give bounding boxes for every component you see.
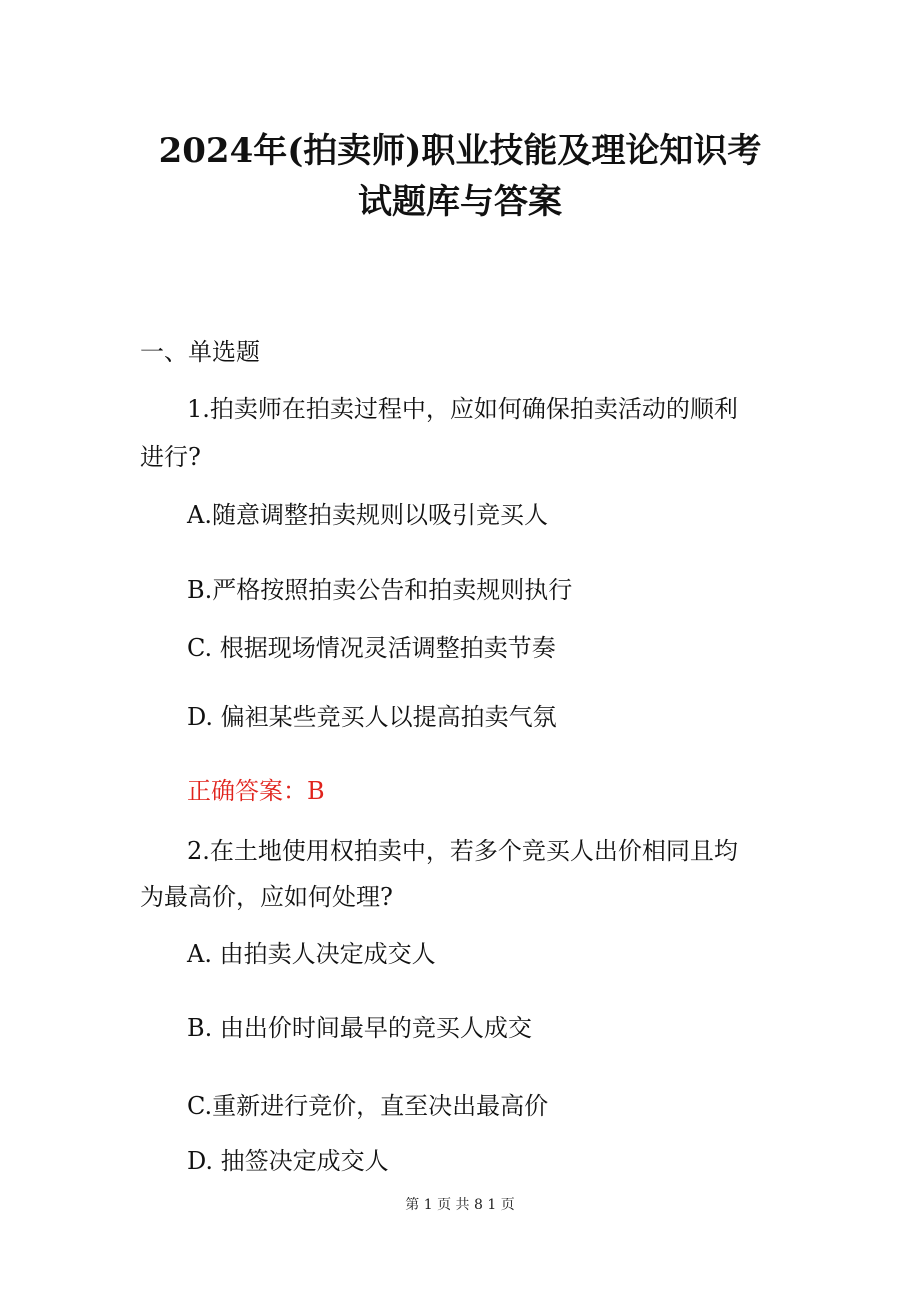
title-line-2: 试题库与答案 <box>358 182 562 222</box>
question-2-option-c: C.重新进行竞价，直至决出最高价 <box>187 1092 549 1120</box>
question-1-option-a: A.随意调整拍卖规则以吸引竞买人 <box>187 501 548 529</box>
page-footer: 第 1 页 共 8 1 页 <box>405 1197 515 1213</box>
section-heading: 一、单选题 <box>140 338 260 366</box>
question-1-answer: 正确答案：B <box>187 777 325 805</box>
question-1-option-d: D. 偏袒某些竞买人以提高拍卖气氛 <box>187 703 557 731</box>
question-1-option-c: C. 根据现场情况灵活调整拍卖节奏 <box>187 634 556 662</box>
question-2-option-b: B. 由出价时间最早的竞买人成交 <box>187 1014 532 1042</box>
question-2-option-d: D. 抽签决定成交人 <box>187 1147 389 1175</box>
question-2-option-a: A. 由拍卖人决定成交人 <box>187 940 436 968</box>
question-1-line-2: 进行? <box>140 443 201 471</box>
title-line-1: 2024年(拍卖师)职业技能及理论知识考 <box>158 131 762 171</box>
document-title <box>110 126 810 228</box>
question-2-line-1: 2.在土地使用权拍卖中，若多个竞买人出价相同且均 <box>187 837 738 865</box>
question-2-line-2: 为最高价，应如何处理? <box>140 883 393 911</box>
question-1-option-b: B.严格按照拍卖公告和拍卖规则执行 <box>187 576 573 604</box>
question-1-line-1: 1.拍卖师在拍卖过程中，应如何确保拍卖活动的顺利 <box>187 395 738 423</box>
